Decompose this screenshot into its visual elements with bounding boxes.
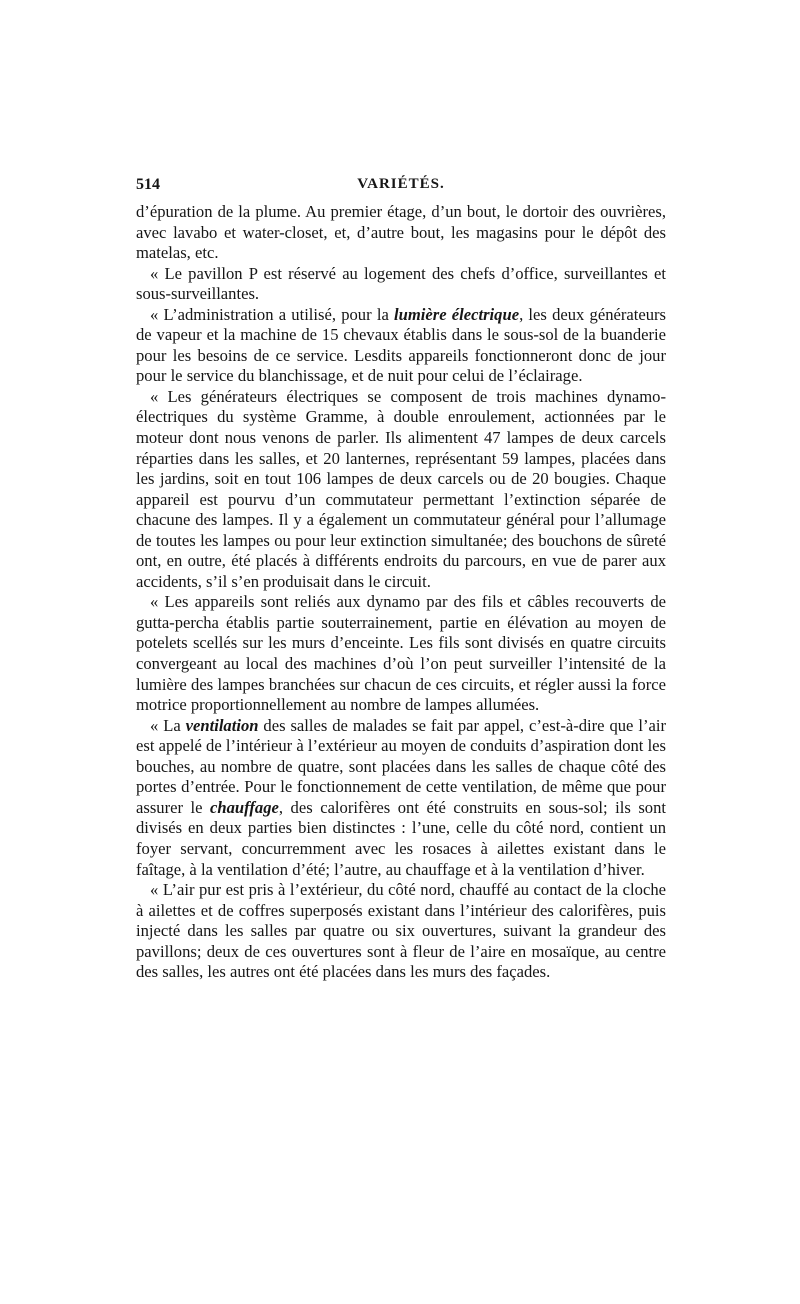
body-text bbox=[136, 202, 666, 983]
paragraph-3-start: « L’administration a utilisé, pour la bbox=[150, 304, 395, 324]
paragraph-7: « L’air pur est pris à l’extérieur, du côté nord, chauffé au contact de la cloche à ailettes et de coffres superposés existant dans l’intérieur des calorifères, puis injecté dans les salles par quatre ou six ouvertures, suivant la grandeur des pavillons; deux de ces ouvertures sont à fleur de l’aire en mosaïque, au centre des salles, les autres ont été placées dans les murs des façades. bbox=[136, 880, 666, 982]
paragraph-3 bbox=[136, 305, 666, 387]
page-number: 514 bbox=[136, 176, 160, 193]
paragraph-5: « Les appareils sont reliés aux dynamo par des fils et câbles recouverts de gutta-percha établis partie souterrainement, partie en élévation au moyen de potelets scellés sur les murs d’enceinte. Les fils sont divisés en quatre circuits convergeant au local des machines d’où l’on peut surveiller l’intensité de la lumière des lampes branchées sur chacun de ces circuits, et régler aussi la force motrice proportionnellement au nombre de lampes allumées. bbox=[136, 592, 666, 715]
term-lumiere-electrique: lumière électrique bbox=[394, 304, 520, 324]
book-page bbox=[136, 172, 666, 983]
paragraph-2: « Le pavillon P est réservé au logement des chefs d’office, surveillantes et sous-surveillantes. bbox=[136, 263, 666, 304]
paragraph-1: d’épuration de la plume. Au premier étage, d’un bout, le dortoir des ouvrières, avec lavabo et water-closet, et, d’autre bout, les magasins pour le dépôt des matelas, etc. bbox=[136, 202, 666, 263]
paragraph-6-start: « La bbox=[150, 715, 186, 735]
paragraph-6-end: , des calorifères ont été construits en sous-sol; ils sont divisés en deux parties bien distinctes : l’une, celle du côté nord, contient un foyer servant, concurremment avec les rosaces à ailettes existant dans le faîtage, à la ventilation d’été; l’autre, au chauffage et à la ventilation d’hiver. bbox=[136, 797, 666, 879]
running-title: VARIÉTÉS. bbox=[357, 176, 445, 192]
term-ventilation: ventilation bbox=[185, 715, 259, 735]
paragraph-4: « Les générateurs électriques se composent de trois machines dynamo-électriques du système Gramme, à double enroulement, actionnées par le moteur dont nous venons de parler. Ils alimentent 47 lampes de deux carcels réparties dans les salles, et 20 lanternes, représentant 59 lampes, placées dans les jardins, soit en tout 106 lampes de deux carcels ou de 20 bougies. Chaque appareil est pourvu d’un commutateur permettant l’extinction séparée de chacune des lampes. Il y a également un commutateur général pour l’allumage de toutes les lampes ou pour leur extinction simultanée; des bouchons de sûreté ont, en outre, été placés à différents endroits du parcours, en vue de parer aux accidents, s’il s’en produisait dans le circuit. bbox=[136, 386, 666, 591]
term-chauffage: chauffage bbox=[210, 797, 279, 817]
paragraph-6 bbox=[136, 716, 666, 880]
paragraph-6-middle: des salles de malades se fait par appel, c’est-à-dire que l’air est appelé de l’intérieur à l’extérieur au moyen de conduits d’aspiration dont les bouches, au nombre de quatre, sont placées dans les salles de chaque côté des portes d’entrée. Pour le fonctionnement de cette ventilation, de même que pour assurer le bbox=[136, 715, 666, 817]
paragraph-3-end: , les deux générateurs de vapeur et la machine de 15 chevaux établis dans le sous-sol de la buanderie pour les besoins de ce service. Lesdits appareils fonctionneront donc de jour pour le service du blanchissage, et de nuit pour celui de l’éclairage. bbox=[136, 304, 666, 386]
page-header bbox=[136, 172, 666, 202]
